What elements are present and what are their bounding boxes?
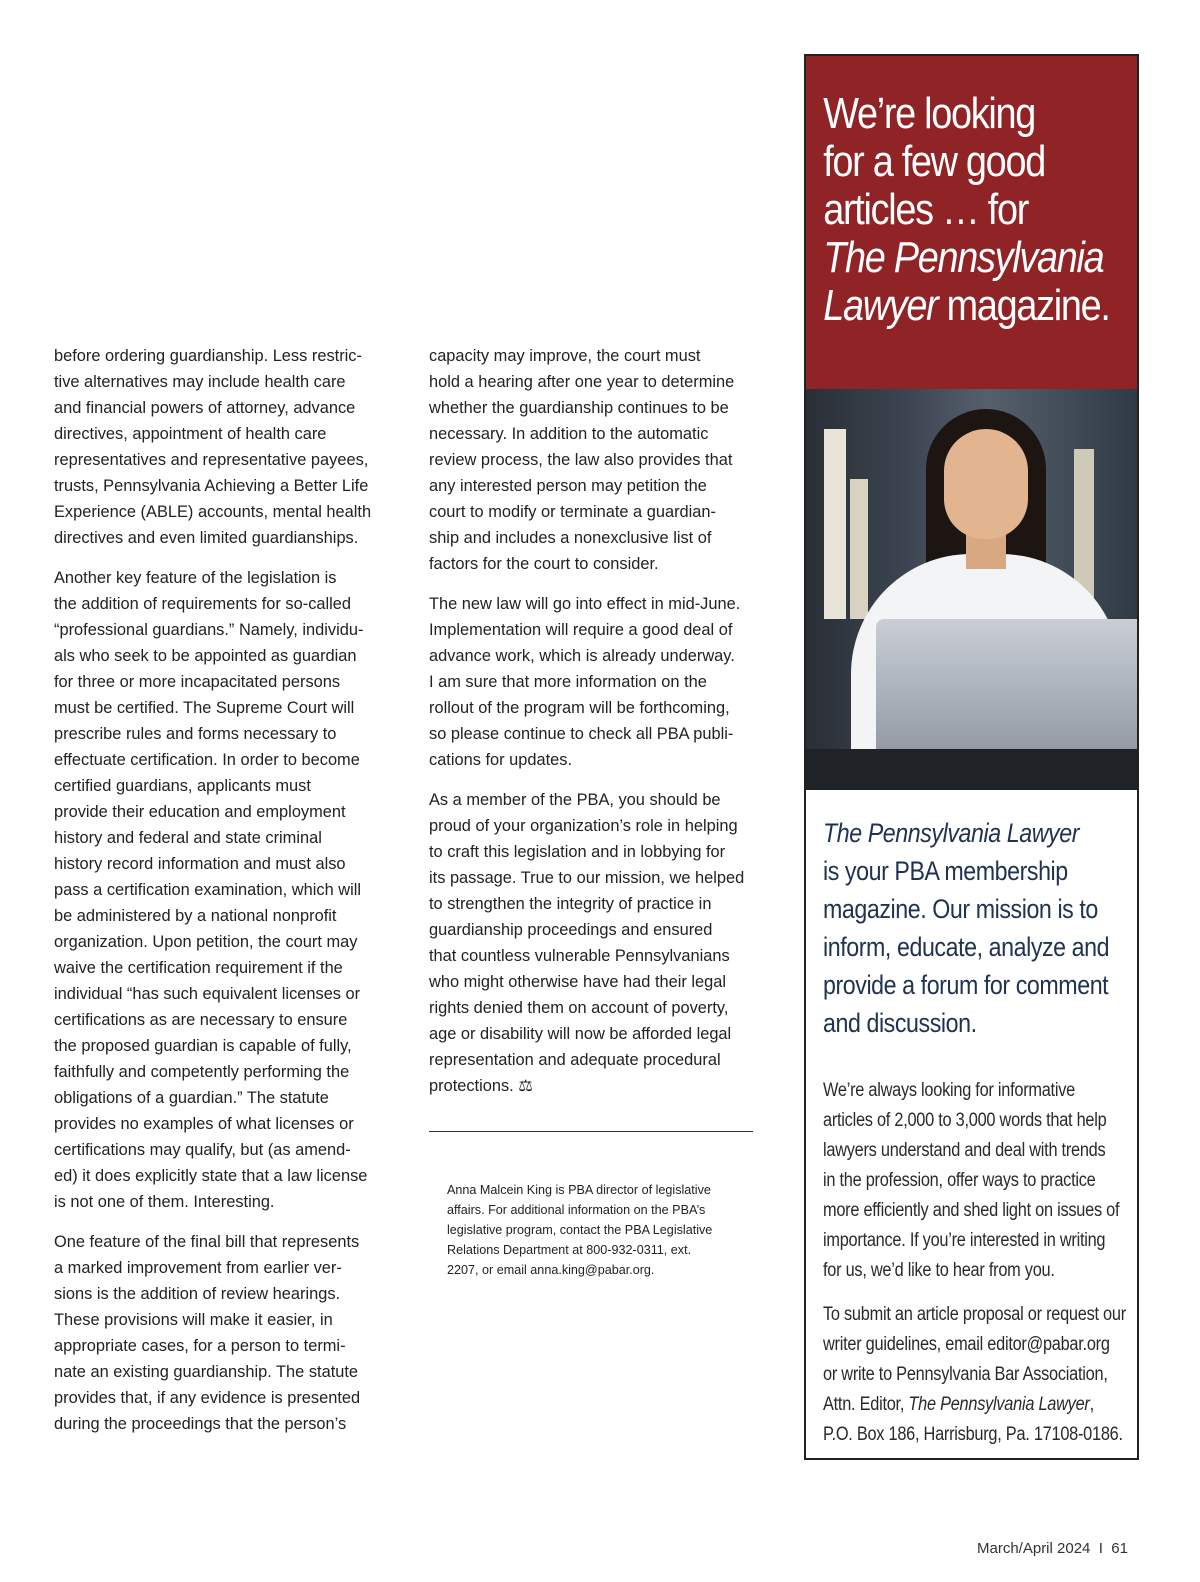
photo-face — [944, 429, 1028, 539]
headline-line: We’re looking — [823, 89, 1035, 138]
text-line: is not one of them. Interesting. — [54, 1193, 275, 1211]
text-line: rights denied them on account of poverty, — [429, 999, 729, 1017]
text-line: to strengthen the integrity of practice in — [429, 895, 712, 913]
text-line: faithfully and competently performing the — [54, 1063, 350, 1081]
text-line: ed) it does explicitly state that a law license — [54, 1167, 368, 1185]
lead-line: is your PBA membership — [823, 856, 1068, 886]
text-line: the addition of requirements for so-called — [54, 595, 352, 613]
text-line: articles of 2,000 to 3,000 words that help — [823, 1110, 1107, 1131]
bio-line: affairs. For additional information on the PBA’s — [447, 1203, 706, 1217]
bio-line: Anna Malcein King is PBA director of legislative — [447, 1183, 711, 1197]
text-line: organization. Upon petition, the court may — [54, 933, 358, 951]
text-line: ship and includes a nonexclusive list of — [429, 529, 712, 547]
paragraph — [429, 591, 769, 773]
headline-italic: Lawyer — [823, 281, 938, 330]
bookshelf — [824, 429, 846, 619]
text-line: importance. If you’re interested in writing — [823, 1230, 1106, 1251]
text-line: als who seek to be appointed as guardian — [54, 647, 357, 665]
text-line: As a member of the PBA, you should be — [429, 791, 721, 809]
text-line: that countless vulnerable Pennsylvanians — [429, 947, 730, 965]
lead-line: inform, educate, analyze and — [823, 932, 1110, 962]
text-line: representatives and representative payees, — [54, 451, 369, 469]
text-line: prescribe rules and forms necessary to — [54, 725, 337, 743]
divider-rule — [429, 1131, 753, 1132]
text-line: The new law will go into effect in mid-June. — [429, 595, 741, 613]
text-line: court to modify or terminate a guardian- — [429, 503, 716, 521]
text-line: Experience (ABLE) accounts, mental health — [54, 503, 372, 521]
text-line: during the proceedings that the person’s — [54, 1415, 347, 1433]
paragraph — [429, 343, 769, 577]
text-line: age or disability will now be afforded legal — [429, 1025, 732, 1043]
headline-line: magazine. — [937, 281, 1110, 330]
text-line: nate an existing guardianship. The statute — [54, 1363, 359, 1381]
woman-with-laptop-photo — [806, 389, 1137, 790]
bio-line: legislative program, contact the PBA Legislative — [447, 1223, 713, 1237]
text-line: provides that, if any evidence is presented — [54, 1389, 361, 1407]
text-line: directives and even limited guardianships. — [54, 529, 359, 547]
text-line: waive the certification requirement if the — [54, 959, 343, 977]
sidebar-headline — [806, 56, 1110, 330]
text-line: factors for the court to consider. — [429, 555, 659, 573]
text-line: hold a hearing after one year to determine — [429, 373, 735, 391]
text-line: certified guardians, applicants must — [54, 777, 311, 795]
lead-line: provide a forum for comment — [823, 970, 1109, 1000]
left-column — [54, 343, 394, 1451]
text-line: capacity may improve, the court must — [429, 347, 701, 365]
bio-line: Relations Department at 800-932-0311, ext. — [447, 1243, 692, 1257]
text-line: Another key feature of the legislation is — [54, 569, 337, 587]
bookshelf — [850, 479, 868, 619]
text-line: so please continue to check all PBA publi- — [429, 725, 734, 743]
text-line: certifications may qualify, but (as amend- — [54, 1141, 351, 1159]
text-line: individual “has such equivalent licenses or — [54, 985, 361, 1003]
text-line: We’re always looking for informative — [823, 1080, 1075, 1101]
text-line: the proposed guardian is capable of fully, — [54, 1037, 352, 1055]
text-line: representation and adequate procedural — [429, 1051, 721, 1069]
text-line: who might otherwise have had their legal — [429, 973, 727, 991]
text-line: appropriate cases, for a person to termi- — [54, 1337, 346, 1355]
text-line: writer guidelines, email editor@pabar.org — [823, 1334, 1110, 1355]
text-line: Implementation will require a good deal of — [429, 621, 733, 639]
text-line: history and federal and state criminal — [54, 829, 322, 847]
text-line: its passage. True to our mission, we helped — [429, 869, 745, 887]
headline-line: for a few good — [823, 137, 1045, 186]
text-line: tive alternatives may include health care — [54, 373, 346, 391]
text-line: pass a certification examination, which will — [54, 881, 362, 899]
text-line: lawyers understand and deal with trends — [823, 1140, 1106, 1161]
text-line: a marked improvement from earlier ver- — [54, 1259, 342, 1277]
lead-line: magazine. Our mission is to — [823, 894, 1098, 924]
sidebar-headline-box — [806, 56, 1137, 389]
text-line: certifications as are necessary to ensure — [54, 1011, 348, 1029]
text-line: for three or more incapacitated persons — [54, 673, 341, 691]
paragraph — [429, 787, 769, 1099]
text-line: provide their education and employment — [54, 803, 346, 821]
text-line: necessary. In addition to the automatic — [429, 425, 709, 443]
text-line: guardianship proceedings and ensured — [429, 921, 713, 939]
headline-line: articles … for — [823, 185, 1029, 234]
sidebar-mission-statement — [823, 814, 1133, 1042]
text-line: provides no examples of what licenses or — [54, 1115, 354, 1133]
text-line: in the profession, offer ways to practice — [823, 1170, 1096, 1191]
sidebar-details — [823, 1076, 1133, 1450]
text-line: obligations of a guardian.” The statute — [54, 1089, 329, 1107]
headline-line: The Pennsylvania — [823, 233, 1104, 282]
paragraph — [54, 343, 394, 551]
text-line: must be certified. The Supreme Court will — [54, 699, 355, 717]
text-line: review process, the law also provides that — [429, 451, 733, 469]
text-line: for us, we’d like to hear from you. — [823, 1260, 1055, 1281]
paragraph — [54, 565, 394, 1215]
text-line: any interested person may petition the — [429, 477, 707, 495]
bio-line: 2207, or email anna.king@pabar.org. — [447, 1263, 655, 1277]
text-line: These provisions will make it easier, in — [54, 1311, 333, 1329]
page-footer: March/April 2024 I 61 — [977, 1540, 1128, 1557]
text-line: history record information and must also — [54, 855, 346, 873]
text-line: sions is the addition of review hearings. — [54, 1285, 341, 1303]
text-line: or write to Pennsylvania Bar Association, — [823, 1364, 1108, 1385]
text-line: directives, appointment of health care — [54, 425, 327, 443]
photo-desk — [806, 749, 1137, 790]
paragraph — [823, 1300, 1133, 1450]
sidebar-body — [806, 790, 1137, 1450]
text-line: rollout of the program will be forthcoming, — [429, 699, 730, 717]
text-line: cations for updates. — [429, 751, 573, 769]
text-line: be administered by a national nonprofit — [54, 907, 337, 925]
text-line: proud of your organization’s role in helping — [429, 817, 738, 835]
text-line: trusts, Pennsylvania Achieving a Better Life — [54, 477, 369, 495]
text-line: To submit an article proposal or request our — [823, 1304, 1126, 1325]
text-line: before ordering guardianship. Less restric- — [54, 347, 362, 365]
text-line: One feature of the final bill that represents — [54, 1233, 360, 1251]
lead-line: and discussion. — [823, 1008, 977, 1038]
call-for-articles-sidebar — [804, 54, 1139, 1460]
text-line: to craft this legislation and in lobbying for — [429, 843, 726, 861]
text-line: “professional guardians.” Namely, individu- — [54, 621, 364, 639]
text-line: effectuate certification. In order to become — [54, 751, 360, 769]
magazine-title: The Pennsylvania Lawyer — [823, 818, 1079, 848]
text-line: P.O. Box 186, Harrisburg, Pa. 17108-0186. — [823, 1424, 1123, 1445]
text-line: , — [1089, 1394, 1094, 1415]
text-line: protections. ⚖ — [429, 1077, 533, 1095]
text-line: I am sure that more information on the — [429, 673, 707, 691]
author-bio — [447, 1180, 747, 1280]
text-line: more efficiently and shed light on issues of — [823, 1200, 1120, 1221]
text-line: Attn. Editor, — [823, 1394, 909, 1415]
text-line: and financial powers of attorney, advance — [54, 399, 356, 417]
text-line: advance work, which is already underway. — [429, 647, 735, 665]
text-line: whether the guardianship continues to be — [429, 399, 729, 417]
paragraph — [823, 1076, 1133, 1286]
paragraph — [54, 1229, 394, 1437]
middle-column — [429, 343, 769, 1113]
magazine-title: The Pennsylvania Lawyer — [908, 1394, 1090, 1415]
